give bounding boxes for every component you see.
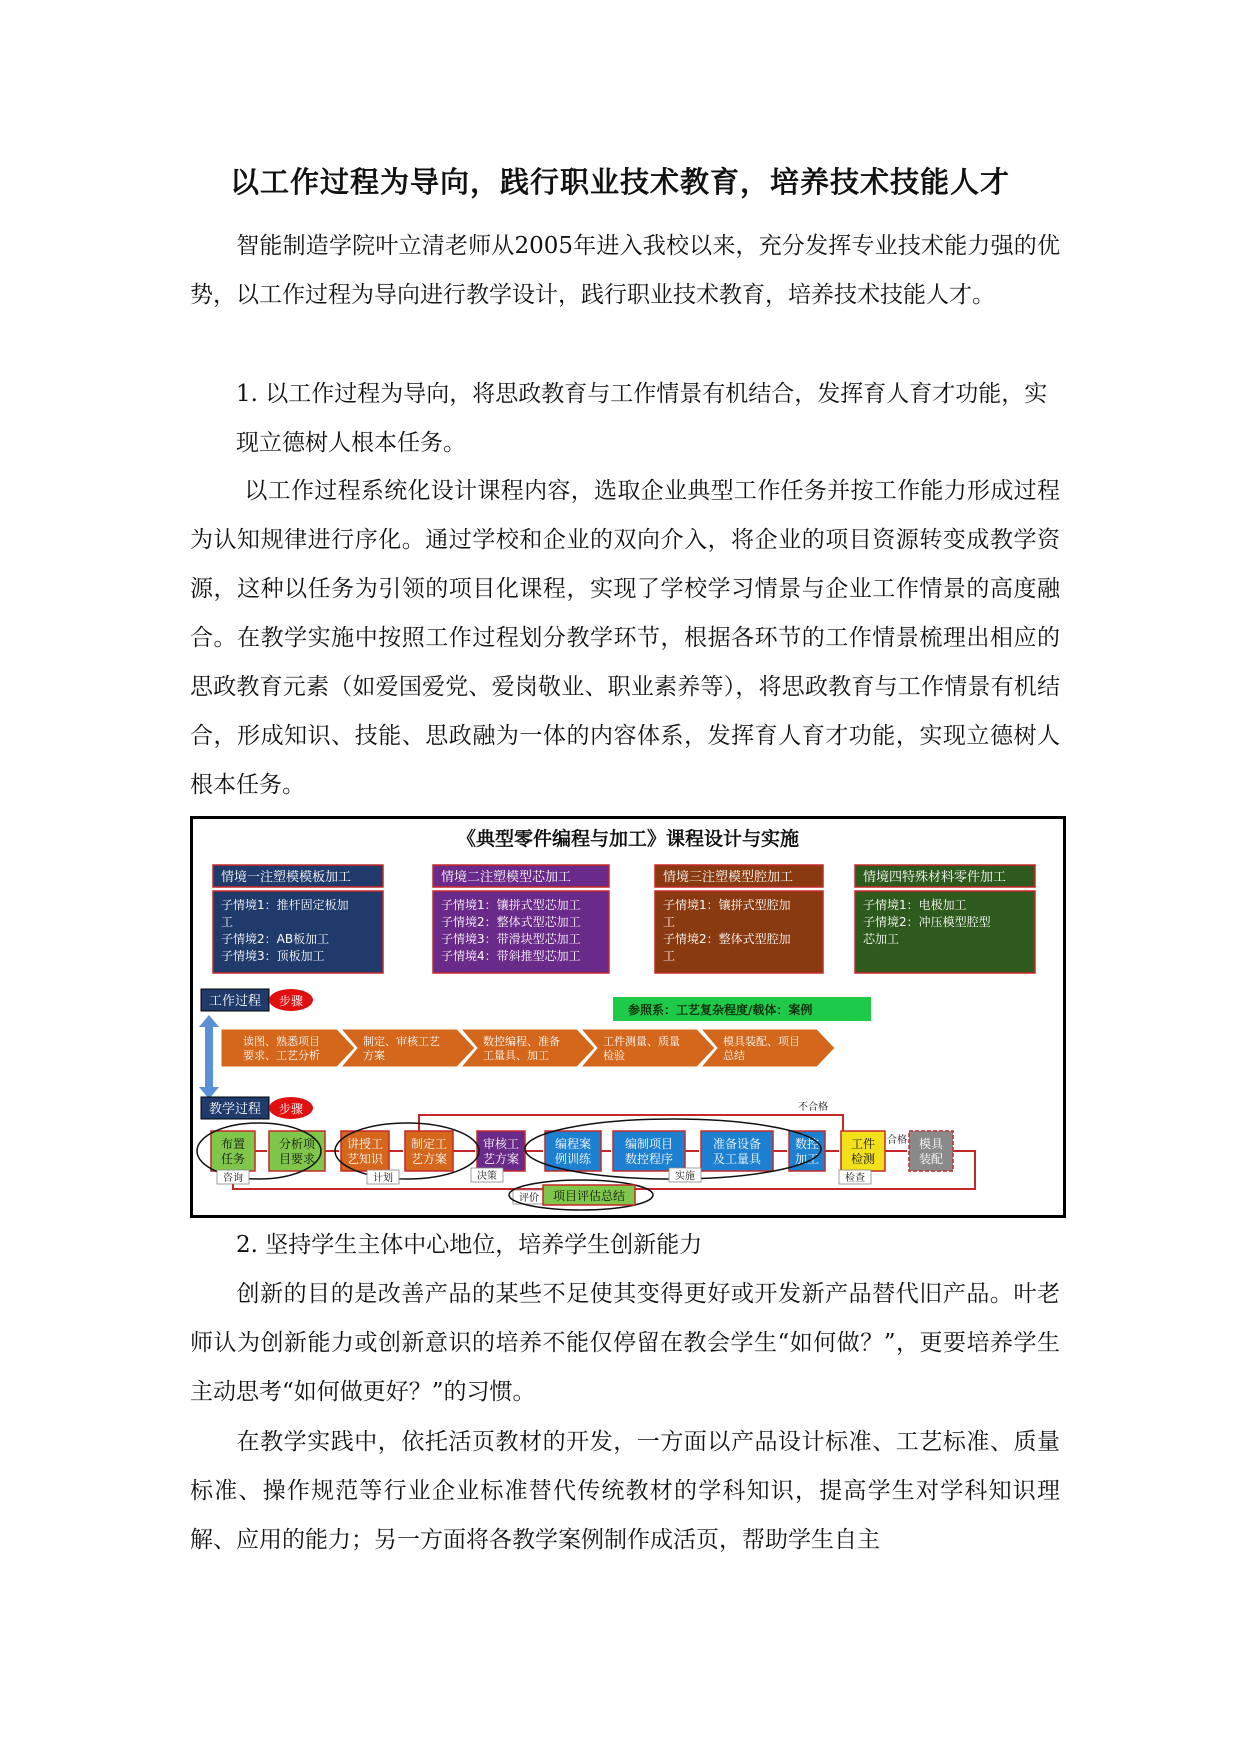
work-step-text: 模具装配、项目 xyxy=(723,1035,800,1048)
work-step-text: 工量具、加工 xyxy=(483,1049,549,1062)
situation-item-text: 子情境2：冲压模型腔型 xyxy=(863,915,991,929)
teaching-step-text: 加工 xyxy=(794,1152,820,1166)
situation-header-text: 情境一注塑模模板加工 xyxy=(221,870,352,885)
work-step-text: 方案 xyxy=(363,1049,385,1062)
section2-paragraph-1 xyxy=(190,1270,1060,1417)
work-step-text: 要求、工艺分析 xyxy=(243,1049,320,1062)
evaluation-text: 项目评估总结 xyxy=(552,1189,626,1203)
teaching-step-text: 分析项 xyxy=(278,1137,316,1151)
situation-item-text: 子情境1：推杆固定板加 xyxy=(221,898,349,912)
teaching-step-text: 艺方案 xyxy=(410,1152,448,1166)
teaching-step-text: 布置 xyxy=(220,1137,246,1151)
teaching-step-text: 编程案 xyxy=(554,1137,592,1151)
work-step-text: 制定、审核工艺 xyxy=(363,1035,440,1048)
work-step-text: 总结 xyxy=(723,1049,745,1062)
section1-body-text: 以工作过程系统化设计课程内容，选取企业典型工作任务并按工作能力形成过程为认知规律进行序化。通过学校和企业的双向介入，将企业的项目资源转变成教学资源，这种以任务为引领的项目化课程，实现了学校学习情景与企业工作情景的高度融合。在教学实施中按照工作过程划分教学环节，根据各环节的工作情景梳理出相应的思政教育元素（如爱国爱党、爱岗敬业、职业素养等），将思政教育与工作情景有机结合，形成知识、技能、思政融为一体的内容体系，发挥育人育才功能，实现立德树人根本任务。 xyxy=(190,478,1060,798)
section2-p2-text: 在教学实践中，依托活页教材的开发，一方面以产品设计标准、工艺标准、质量标准、操作规范等行业企业标准替代传统教材的学科知识，提高学生对学科知识理解、应用的能力；另一方面将各教学案例制作成活页，帮助学生自主 xyxy=(190,1429,1060,1553)
section2-heading: 2. 坚持学生主体中心地位，培养学生创新能力 xyxy=(236,1232,703,1258)
phase-label: 评价 xyxy=(519,1193,539,1204)
unqualified-label: 不合格 xyxy=(798,1102,828,1113)
phase-label: 决策 xyxy=(477,1171,497,1182)
work-step-text: 数控编程、准备 xyxy=(483,1035,560,1048)
teaching-step-text: 数控程序 xyxy=(624,1152,674,1166)
phase-label: 检查 xyxy=(845,1173,865,1184)
situation-item-text: 工 xyxy=(663,949,676,963)
section2-p1-text: 创新的目的是改善产品的某些不足使其变得更好或开发新产品替代旧产品。叶老师认为创新能力或创新意识的培养不能仅停留在教会学生“如何做？”，更要培养学生主动思考“如何做更好？”的习惯。 xyxy=(190,1281,1060,1405)
work-step-text: 读图、熟悉项目 xyxy=(243,1035,320,1048)
vertical-arrow-up xyxy=(199,1015,219,1027)
situation-item-text: 子情境4：带斜推型芯加工 xyxy=(441,949,581,963)
qualified-label: 合格 xyxy=(887,1135,907,1146)
work-step-text: 检验 xyxy=(603,1049,625,1062)
intro-text: 智能制造学院叶立清老师从2005年进入我校以来，充分发挥专业技术能力强的优势，以工作过程为导向进行教学设计，践行职业技术教育，培养技术技能人才。 xyxy=(190,233,1060,308)
situation-header-text: 情境三注塑模型腔加工 xyxy=(663,870,794,885)
situation-item-text: 子情境3：带滑块型芯加工 xyxy=(441,932,581,946)
situation-item-text: 工 xyxy=(221,915,234,929)
vertical-arrow-shaft xyxy=(205,1025,213,1089)
teaching-step-text: 工件 xyxy=(850,1137,876,1151)
situation-item-text: 子情境1：镶拼式型芯加工 xyxy=(441,898,581,912)
situation-item-text: 子情境1：电极加工 xyxy=(863,898,967,912)
figure-title: 《典型零件编程与加工》课程设计与实施 xyxy=(456,828,800,850)
course-design-figure xyxy=(190,816,1066,1218)
teaching-step-text: 准备设备 xyxy=(712,1137,762,1151)
teaching-step-text: 编制项目 xyxy=(624,1137,674,1151)
teaching-step-text: 例训练 xyxy=(554,1152,592,1166)
course-design-diagram xyxy=(193,819,1063,1215)
teaching-step-text: 制定工 xyxy=(410,1137,448,1151)
teaching-step-text: 及工量具 xyxy=(712,1152,762,1166)
teaching-step-text: 艺知识 xyxy=(346,1152,384,1166)
intro-paragraph xyxy=(190,222,1060,320)
situation-item-text: 工 xyxy=(663,915,676,929)
teaching-step-text: 数控 xyxy=(794,1137,820,1151)
section1-body xyxy=(190,467,1060,810)
teaching-step-text: 检测 xyxy=(850,1152,876,1166)
situation-item-text: 子情境2：整体式型腔加 xyxy=(663,932,791,946)
section2-paragraph-2 xyxy=(190,1418,1060,1565)
phase-label: 实施 xyxy=(675,1171,695,1182)
situation-item-text: 子情境3：顶板加工 xyxy=(221,949,325,963)
teaching-step-text: 模具 xyxy=(918,1137,944,1151)
teaching-step-text: 审核工 xyxy=(482,1137,520,1151)
work-step-text: 工件测量、质量 xyxy=(603,1035,680,1048)
situation-header-text: 情境四特殊材料零件加工 xyxy=(863,870,1007,885)
page-title: 以工作过程为导向，践行职业技术教育，培养技术技能人才 xyxy=(229,165,1010,199)
phase-label: 计划 xyxy=(373,1173,393,1184)
work-process-label: 工作过程 xyxy=(208,994,262,1009)
step-badge-text: 步骤 xyxy=(278,994,304,1008)
situation-item-text: 芯加工 xyxy=(863,932,900,946)
teaching-step-text: 目要求 xyxy=(278,1152,316,1166)
situation-item-text: 子情境1：镶拼式型腔加 xyxy=(663,898,791,912)
phase-label: 咨询 xyxy=(223,1173,243,1184)
situation-item-text: 子情境2：整体式型芯加工 xyxy=(441,915,581,929)
teaching-step-text: 装配 xyxy=(918,1152,944,1166)
teaching-step-text: 艺方案 xyxy=(482,1152,520,1166)
teaching-step-text: 讲授工 xyxy=(346,1137,384,1151)
situation-header-text: 情境二注塑模型芯加工 xyxy=(441,870,572,885)
step-badge-text: 步骤 xyxy=(278,1102,304,1116)
situation-item-text: 子情境2：AB板加工 xyxy=(221,932,330,946)
teaching-step-text: 任务 xyxy=(220,1152,246,1166)
teaching-process-label: 教学过程 xyxy=(208,1102,262,1117)
reference-text: 参照系：工艺复杂程度/载体：案例 xyxy=(628,1003,813,1017)
section1-heading: 1. 以工作过程为导向，将思政教育与工作情景有机结合，发挥育人育才功能，实现立德树人根本任务。 xyxy=(236,381,1048,456)
